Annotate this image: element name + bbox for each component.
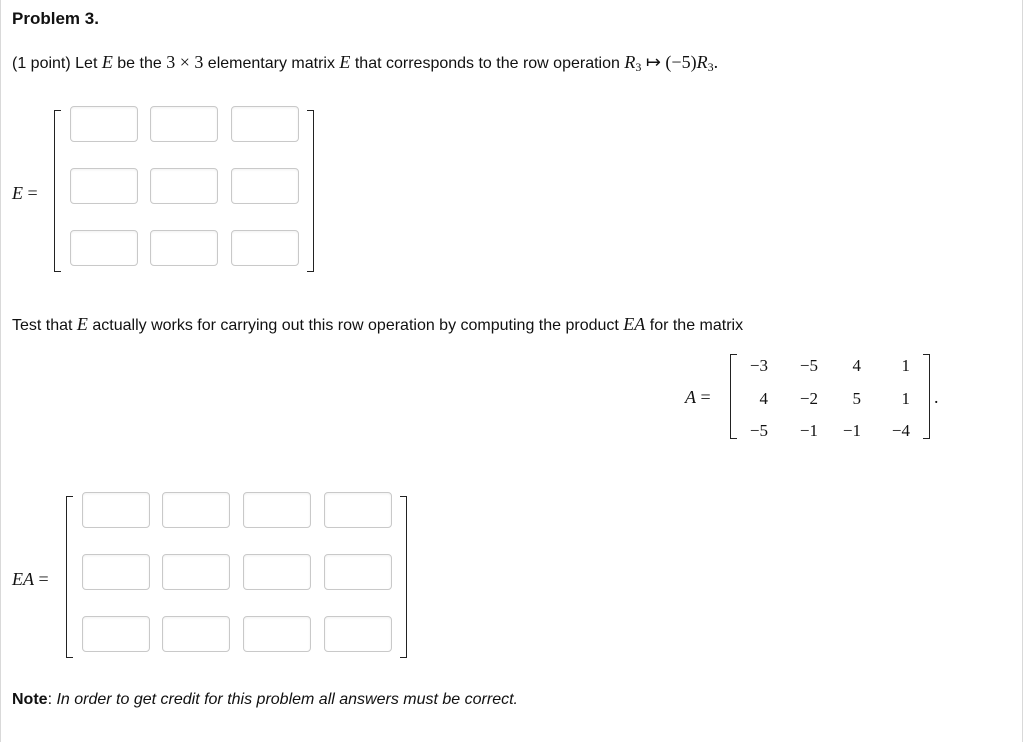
a-matrix-entry-r1-c3: 4 xyxy=(852,356,861,375)
note: Note: In order to get credit for this problem all answers must be correct. xyxy=(12,691,518,708)
a-matrix-label: A = xyxy=(685,387,711,407)
ea-matrix-input-r3-c4[interactable] xyxy=(324,616,392,652)
ea-matrix-input-r3-c3[interactable] xyxy=(243,616,311,652)
a-matrix-entry-r3-c1: −5 xyxy=(749,421,768,440)
ea-matrix-input-r2-c2[interactable] xyxy=(162,554,230,590)
a-matrix-entry-r2-c2: −2 xyxy=(799,389,818,408)
ea-matrix-left-bracket xyxy=(66,496,73,658)
e-matrix-input-r3-c1[interactable] xyxy=(70,230,138,266)
test-instruction: Test that E actually works for carrying out this row operation by computing the product EA for the matrix xyxy=(12,314,744,334)
a-matrix-entry-r2-c3: 5 xyxy=(852,389,861,408)
e-matrix-input-r1-c1[interactable] xyxy=(70,106,138,142)
e-matrix-input-r2-c2[interactable] xyxy=(150,168,218,204)
ea-matrix-input-r1-c1[interactable] xyxy=(82,492,150,528)
ea-matrix-input-r3-c1[interactable] xyxy=(82,616,150,652)
e-matrix-right-bracket xyxy=(307,110,314,272)
a-matrix-entry-r3-c4: −4 xyxy=(891,421,910,440)
a-matrix-entry-r2-c1: 4 xyxy=(759,389,768,408)
a-matrix-entry-r1-c2: −5 xyxy=(799,356,818,375)
e-matrix-label: E = xyxy=(12,183,38,203)
ea-matrix-label: EA = xyxy=(12,569,49,589)
a-matrix-entry-r1-c1: −3 xyxy=(749,356,768,375)
ea-matrix-input-r2-c1[interactable] xyxy=(82,554,150,590)
e-matrix-input-r2-c1[interactable] xyxy=(70,168,138,204)
a-matrix-entry-r1-c4: 1 xyxy=(901,356,910,375)
problem-title: Problem 3. xyxy=(12,9,99,28)
ea-matrix-input-r1-c3[interactable] xyxy=(243,492,311,528)
ea-matrix-input-r1-c4[interactable] xyxy=(324,492,392,528)
e-matrix-input-r1-c3[interactable] xyxy=(231,106,299,142)
e-matrix-input-r2-c3[interactable] xyxy=(231,168,299,204)
a-matrix-entry-r3-c2: −1 xyxy=(799,421,818,440)
e-matrix-left-bracket xyxy=(54,110,61,272)
a-matrix-right-bracket xyxy=(923,354,930,439)
ea-matrix-input-r1-c2[interactable] xyxy=(162,492,230,528)
e-matrix-input-r3-c3[interactable] xyxy=(231,230,299,266)
ea-matrix-input-r2-c3[interactable] xyxy=(243,554,311,590)
e-matrix-input-r3-c2[interactable] xyxy=(150,230,218,266)
a-matrix-left-bracket xyxy=(730,354,737,439)
a-matrix-period: . xyxy=(934,387,939,407)
e-matrix-input-r1-c2[interactable] xyxy=(150,106,218,142)
a-matrix-entry-r3-c3: −1 xyxy=(842,421,861,440)
problem-statement: (1 point) Let E be the 3 × 3 elementary matrix E that corresponds to the row operation R3 ↦ (−5)R3. xyxy=(12,52,719,74)
ea-matrix-input-r3-c2[interactable] xyxy=(162,616,230,652)
a-matrix-entry-r2-c4: 1 xyxy=(901,389,910,408)
ea-matrix-input-r2-c4[interactable] xyxy=(324,554,392,590)
ea-matrix-right-bracket xyxy=(400,496,407,658)
